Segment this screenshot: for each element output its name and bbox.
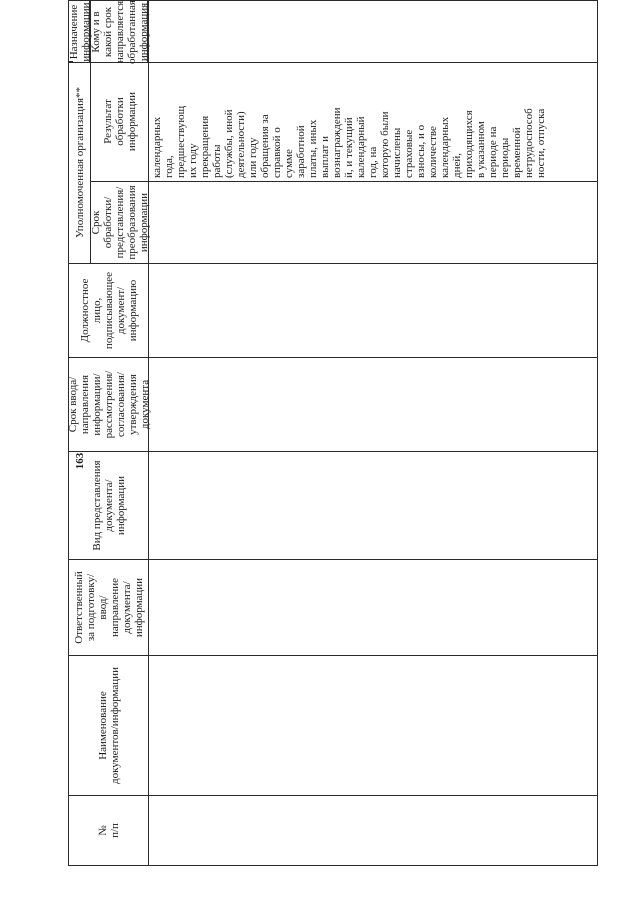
cell-responsible [148,560,598,656]
processing-result-line: деятельности) [235,111,247,178]
processing-result-line: нетрудоспособ [523,108,535,178]
header-number: № п/п [68,796,148,866]
header-official: Должностное лицо, подписывающее документ/ информацию [68,264,148,358]
processing-result-line: обращения за [259,114,271,178]
processing-result-line: года, [163,155,175,178]
cell-official [148,264,598,358]
cell-document-name [148,656,598,796]
header-document-name: Наименование документов/информации [68,656,148,796]
purpose-table [68,0,598,62]
header-purpose-title-text: Назначение информации [68,2,92,62]
cell-kind [148,452,598,560]
cell-purpose [148,0,598,62]
processing-result-line: прекращения [199,115,211,178]
processing-result-line: й, и текущий [343,117,355,178]
processing-result-line: заработной [295,125,307,178]
processing-result-line: количестве [427,126,439,178]
processing-result-line: временной [511,127,523,178]
processing-result-line: календарных [439,116,451,178]
cell-processing-deadline [148,182,598,264]
page-number: 163 [74,452,86,470]
processing-result-line: сумме [283,149,295,178]
cell-input-deadline [148,358,598,452]
processing-result-line: (службы, иной [223,109,235,178]
processing-result-line: периоде на [487,126,499,178]
processing-result-line: в указанном [475,121,487,178]
processing-result-line: страховые [403,129,415,178]
processing-result-line: ности, отпуска [535,108,547,178]
processing-result-line: или году [247,137,259,178]
processing-result-line: платы, иных [307,119,319,178]
processing-result-line: справкой о [271,127,283,178]
processing-result-line: взносы, и о [415,124,427,178]
processing-result-line: календарный [355,116,367,178]
header-processing-result: Результат обработки информации [90,62,148,182]
processing-result-line: которую были [379,111,391,178]
cell-processing-result [148,62,598,182]
processing-result-line: год, на [367,146,379,178]
header-to-whom [90,0,148,62]
processing-result-line: их году [187,143,199,178]
header-purpose-title [68,0,90,62]
cell-number [148,796,598,866]
header-processing-deadline: Срок обработки/ представления/ преобразования информации [90,182,148,264]
processing-result-line: выплат и [319,135,331,178]
header-responsible: Ответственный за подготовку/ ввод/ направление документа/ информации [68,560,148,656]
processing-result-line: работы [211,144,223,178]
processing-result-line: периоды [499,137,511,178]
document-table [68,62,598,866]
processing-result-line: предшествующ [175,105,187,178]
header-kind: Вид представления документа/ информации [68,452,148,560]
header-input-deadline: Срок ввода/ направления информации/ рассмотрения/ согласования/ утверждения документа [68,358,148,452]
processing-result-line: вознаграждени [331,107,343,178]
processing-result-line: начислены [391,127,403,178]
header-to-whom-text: Кому и в какой срок направляется обработанная информация [90,0,150,64]
processing-result-line: календарных [151,116,163,178]
header-authorized-org: Уполномоченная организация** [68,62,90,264]
processing-result-line: дней, [451,152,463,178]
processing-result-line: приходящихся [463,110,475,178]
